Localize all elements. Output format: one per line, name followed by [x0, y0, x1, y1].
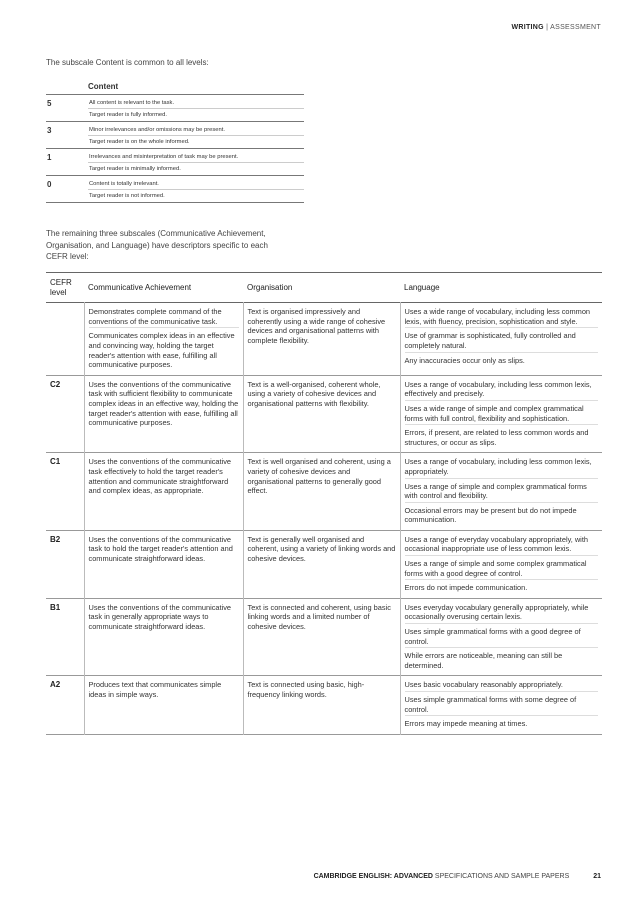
- content-score: 0: [47, 180, 52, 189]
- descriptor-line: Uses a range of vocabulary, including less common lexis, appropriately.: [405, 457, 599, 478]
- descriptor-line: Uses simple grammatical forms with a good degree of control.: [405, 627, 599, 648]
- cefr-descriptor-table: [46, 272, 602, 735]
- descriptor-line: Produces text that communicates simple ideas in simple ways.: [88, 680, 222, 699]
- descriptor-line: Text is connected using basic, high-frequency linking words.: [247, 680, 365, 699]
- descriptor-line: Text is generally well organised and coherent, using a variety of linking words and cohesive devices.: [247, 534, 396, 564]
- descriptor-line: Text is connected and coherent, using basic linking words and a limited number of cohesive devices.: [247, 602, 391, 632]
- running-header: [511, 24, 601, 31]
- descriptor-line: Text is organised impressively and coherently using a wide range of cohesive devices and organisational patterns with complete flexibility.: [247, 307, 386, 345]
- communicative-achievement-cell: [84, 375, 243, 453]
- descriptor-line: Uses everyday vocabulary generally appropriately, while occasionally overusing certain lexis.: [405, 603, 599, 624]
- cefr-row: [46, 453, 602, 531]
- descriptor-line: Errors may impede meaning at times.: [404, 719, 528, 729]
- descriptor-line: Uses the conventions of the communicative task to hold the target reader's attention and communicate straightforward ideas.: [88, 534, 233, 564]
- content-descriptor: Target reader is fully informed.: [88, 109, 304, 122]
- cefr-row: [46, 375, 602, 453]
- descriptor-line: Errors, if present, are related to less common words and structures, or occur as slips.: [404, 428, 589, 447]
- content-descriptor: Target reader is not informed.: [88, 190, 304, 203]
- descriptor-line: Uses a range of simple and complex grammatical forms with control and flexibility.: [405, 482, 599, 503]
- content-descriptor: All content is relevant to the task.: [89, 100, 175, 106]
- communicative-achievement-cell: [84, 598, 243, 676]
- cefr-level-header: CEFR level: [50, 278, 72, 297]
- communicative-achievement-cell: [84, 530, 243, 598]
- organisation-header: Organisation: [247, 282, 293, 292]
- organisation-cell: [243, 598, 400, 676]
- footer-title: SPECIFICATIONS AND SAMPLE PAPERS: [434, 873, 570, 880]
- content-descriptor: Target reader is on the whole informed.: [88, 136, 304, 149]
- organisation-cell: [243, 303, 400, 376]
- language-header: Language: [404, 282, 440, 292]
- communicative-achievement-header: Communicative Achievement: [88, 282, 192, 292]
- descriptor-line: Uses a range of simple and some complex grammatical forms with a good degree of control.: [405, 559, 599, 580]
- cefr-level: B2: [50, 534, 61, 544]
- language-cell: [400, 375, 602, 453]
- header-section: WRITING: [511, 24, 544, 31]
- descriptor-line: Uses simple grammatical forms with some degree of control.: [405, 695, 599, 716]
- descriptor-line: Uses basic vocabulary reasonably appropriately.: [405, 680, 599, 692]
- organisation-cell: [243, 375, 400, 453]
- cefr-row: [46, 530, 602, 598]
- language-cell: [400, 676, 602, 734]
- language-cell: [400, 598, 602, 676]
- language-cell: [400, 303, 602, 376]
- content-heading: Content: [88, 82, 119, 91]
- descriptor-line: Uses the conventions of the communicative task effectively to hold the target reader's attention and communicate straightforward and complex ideas, as appropriate.: [88, 457, 232, 496]
- footer-brand: CAMBRIDGE ENGLISH: ADVANCED: [313, 873, 433, 880]
- content-row: [46, 176, 304, 190]
- descriptor-line: Demonstrates complete command of the conventions of the communicative task.: [89, 307, 239, 328]
- descriptor-line: Use of grammar is sophisticated, fully controlled and completely natural.: [405, 331, 599, 352]
- descriptor-line: Uses the conventions of the communicative task with sufficient flexibility to communicate complex ideas in an effective way, holding the target reader's attention with ease, fulfilling all communicative purposes.: [88, 379, 239, 428]
- page-number: 21: [593, 873, 601, 880]
- descriptor-line: Uses the conventions of the communicative task in generally appropriate ways to communicate straightforward ideas.: [88, 602, 232, 632]
- content-descriptor: Irrelevances and misinterpretation of task may be present.: [89, 154, 239, 160]
- content-subscale-table: [46, 80, 304, 203]
- descriptor-line: Errors do not impede communication.: [404, 583, 528, 593]
- content-descriptor: Target reader is minimally informed.: [88, 163, 304, 176]
- descriptor-line: Uses a wide range of vocabulary, including less common lexis, with fluency, precision, sophistication and style.: [405, 307, 599, 328]
- content-score: 5: [47, 99, 52, 108]
- subscales-paragraph: The remaining three subscales (Communicative Achievement, Organisation, and Language) have descriptors specific to each CEFR level:: [46, 229, 268, 261]
- descriptor-line: Any inaccuracies occur only as slips.: [404, 355, 525, 365]
- organisation-cell: [243, 530, 400, 598]
- content-descriptor: Content is totally irrelevant.: [89, 181, 159, 187]
- organisation-cell: [243, 676, 400, 734]
- cefr-row: [46, 676, 602, 734]
- content-score: 1: [47, 153, 52, 162]
- content-row: [46, 149, 304, 163]
- content-row: [46, 122, 304, 136]
- descriptor-line: Text is a well-organised, coherent whole, using a variety of cohesive devices and organisational patterns with flexibility.: [247, 379, 381, 408]
- cefr-row: [46, 303, 602, 376]
- content-score: 3: [47, 126, 52, 135]
- descriptor-line: Communicates complex ideas in an effective and convincing way, holding the target reader's attention with ease, fulfilling all communicative purposes.: [88, 331, 235, 370]
- descriptor-line: Occasional errors may be present but do not impede communication.: [404, 505, 577, 525]
- communicative-achievement-cell: [84, 676, 243, 734]
- header-subsection: ASSESSMENT: [550, 24, 601, 31]
- cefr-level: B1: [50, 602, 61, 612]
- cefr-level: C2: [50, 379, 61, 389]
- descriptor-line: Uses a range of vocabulary, including less common lexis, effectively and precisely.: [405, 380, 599, 401]
- header-separator: |: [546, 24, 549, 31]
- communicative-achievement-cell: [84, 303, 243, 376]
- content-row: [46, 95, 304, 109]
- content-descriptor: Minor irrelevances and/or omissions may be present.: [89, 127, 225, 133]
- descriptor-line: While errors are noticeable, meaning can still be determined.: [404, 651, 563, 670]
- descriptor-line: Text is well organised and coherent, using a variety of cohesive devices and organisational patterns to generally good effect.: [247, 457, 391, 496]
- cefr-row: [46, 598, 602, 676]
- language-cell: [400, 453, 602, 531]
- descriptor-line: Uses a range of everyday vocabulary appropriately, with occasional inappropriate use of less common lexis.: [405, 535, 599, 556]
- content-intro: The subscale Content is common to all levels:: [46, 58, 209, 67]
- content-score-header: [46, 80, 88, 95]
- cefr-level: [46, 303, 84, 376]
- descriptor-line: Uses a wide range of simple and complex grammatical forms with full control, flexibility and sophistication.: [405, 404, 599, 425]
- organisation-cell: [243, 453, 400, 531]
- communicative-achievement-cell: [84, 453, 243, 531]
- page-footer: [314, 873, 601, 880]
- language-cell: [400, 530, 602, 598]
- cefr-level: A2: [50, 680, 61, 690]
- cefr-level: C1: [50, 457, 61, 467]
